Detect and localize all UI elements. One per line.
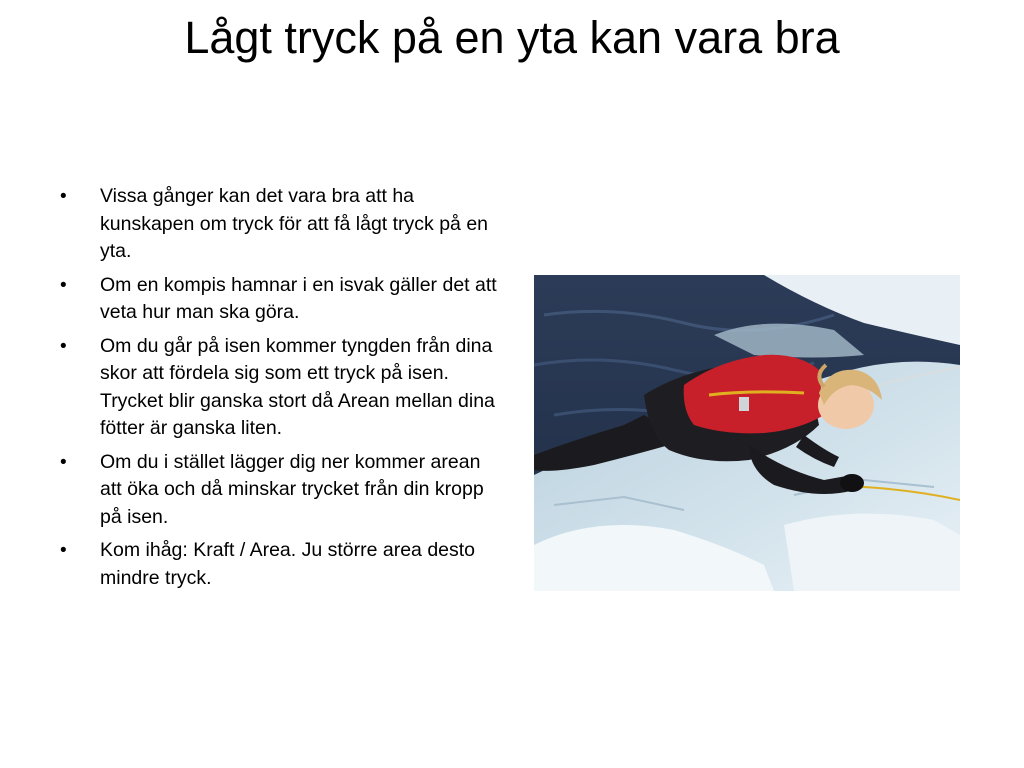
bullet-item bbox=[58, 272, 498, 327]
bullet-text: Om en kompis hamnar i en isvak gäller det att veta hur man ska göra. bbox=[100, 273, 497, 323]
bullet-item bbox=[58, 333, 498, 443]
bullet-dot: • bbox=[60, 335, 67, 357]
bullet-text: Vissa gånger kan det vara bra att ha kunskapen om tryck för att få lågt tryck på en yta. bbox=[100, 185, 489, 262]
glove bbox=[840, 474, 864, 492]
bullet-item bbox=[58, 183, 498, 266]
bullet-text: Kom ihåg: Kraft / Area. Ju större area desto mindre tryck. bbox=[100, 539, 476, 589]
vest-buckle bbox=[739, 397, 749, 411]
bullet-text: Om du går på isen kommer tyngden från dina skor att fördela sig som ett tryck på isen. Trycket blir ganska stort då Arean mellan dina fötter är ganska liten. bbox=[100, 334, 495, 439]
bullet-text: Om du i stället lägger dig ner kommer arean att öka och då minskar trycket från din kropp på isen. bbox=[100, 450, 484, 528]
bullet-item bbox=[58, 537, 498, 592]
bullet-dot: • bbox=[60, 274, 67, 296]
ice-rescue-illustration bbox=[534, 275, 960, 591]
slide-title: Lågt tryck på en yta kan vara bra bbox=[184, 12, 840, 63]
bullet-dot: • bbox=[60, 540, 67, 561]
bullet-dot: • bbox=[60, 451, 67, 473]
snow-patch bbox=[784, 514, 960, 591]
bullet-item bbox=[58, 449, 498, 532]
ice-rescue-photo bbox=[534, 275, 960, 591]
bullet-dot: • bbox=[60, 186, 67, 207]
bullet-list bbox=[58, 183, 498, 598]
